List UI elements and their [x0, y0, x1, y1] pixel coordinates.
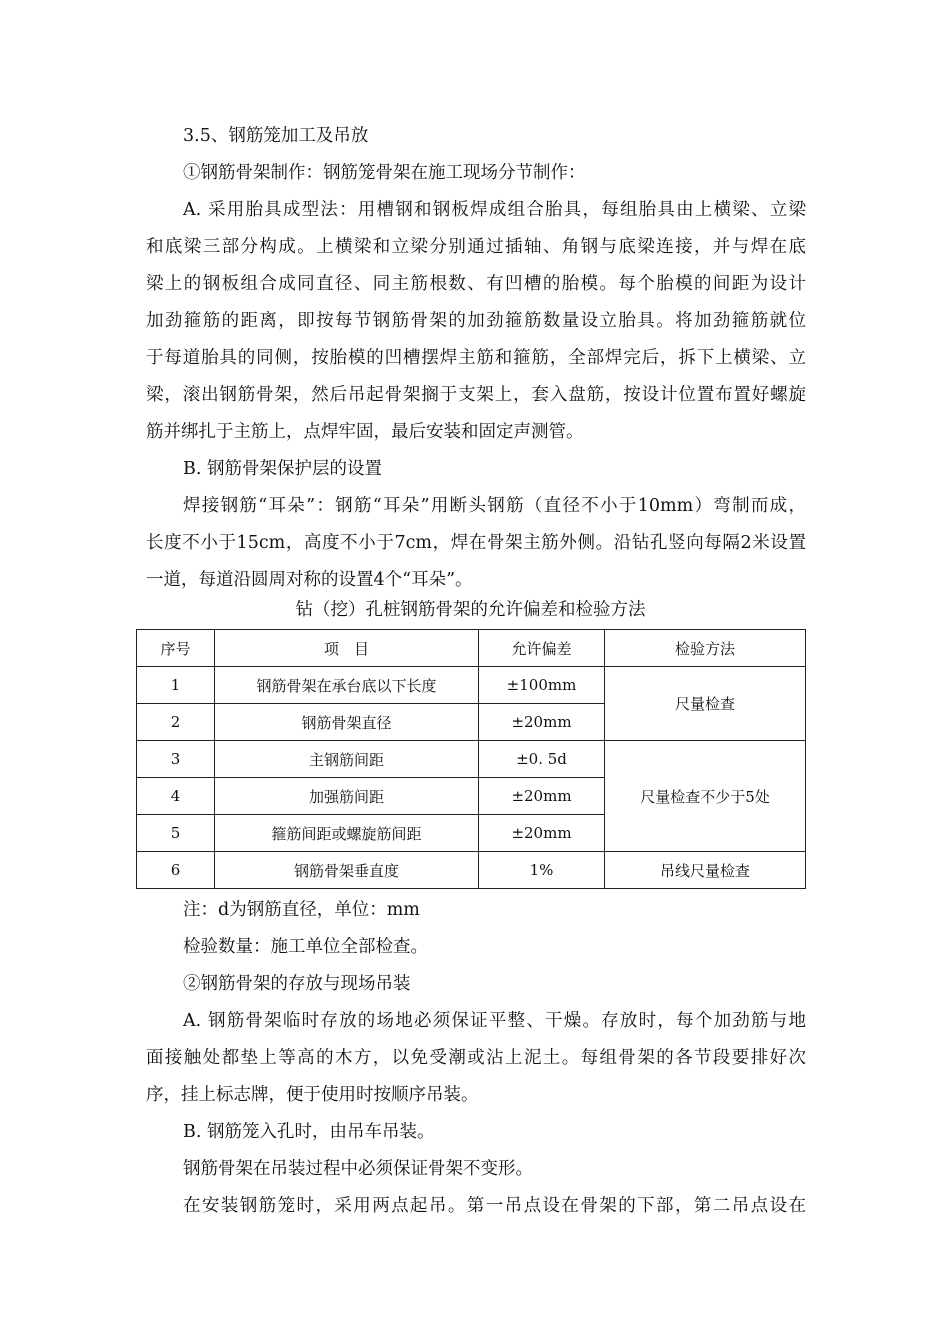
- paragraph-line: A. 钢筋骨架临时存放的场地必须保证平整、干燥。存放时，每个加劲筋与地: [183, 1011, 806, 1031]
- paragraph-line: 梁，滚出钢筋骨架，然后吊起骨架搁于支架上，套入盘筋，按设计位置布置好螺旋: [146, 385, 806, 405]
- table-cell: 1: [137, 667, 215, 704]
- tolerance-table: [136, 629, 806, 889]
- header-cell: 项 目: [215, 630, 479, 667]
- paragraph-line: 梁上的钢板组合成同直径、同主筋根数、有凹槽的胎模。每个胎模的间距为设计: [146, 274, 806, 294]
- table-cell: 2: [137, 704, 215, 741]
- header-cell: 序号: [137, 630, 215, 667]
- table-cell-method: 尺量检查: [605, 667, 806, 741]
- table-row: [137, 667, 806, 704]
- paragraph-line: 序，挂上标志牌，便于使用时按顺序吊装。: [146, 1085, 479, 1105]
- table-row: [137, 741, 806, 778]
- inspection-note: 检验数量：施工单位全部检查。: [183, 937, 428, 957]
- paragraph-line: 一道，每道沿圆周对称的设置4个“耳朵”。: [146, 570, 473, 590]
- table-cell: 4: [137, 778, 215, 815]
- table-cell: ±100mm: [479, 667, 605, 704]
- table-cell: ±20mm: [479, 704, 605, 741]
- table-cell: 1%: [479, 852, 605, 889]
- header-cell: 允许偏差: [479, 630, 605, 667]
- table-cell: 主钢筋间距: [215, 741, 479, 778]
- table-cell: 6: [137, 852, 215, 889]
- subsection-heading: ①钢筋骨架制作：钢筋笼骨架在施工现场分节制作：: [183, 163, 586, 183]
- paragraph-line: 筋并绑扎于主筋上，点焊牢固，最后安装和固定声测管。: [146, 422, 584, 442]
- table-cell-method: 吊线尺量检查: [605, 852, 806, 889]
- table-cell: 钢筋骨架垂直度: [215, 852, 479, 889]
- paragraph-line: 在安装钢筋笼时，采用两点起吊。第一吊点设在骨架的下部，第二吊点设在: [183, 1196, 806, 1216]
- table-header-row: [137, 630, 806, 667]
- table-caption: 钻（挖）孔桩钢筋骨架的允许偏差和检验方法: [295, 600, 646, 620]
- paragraph-line: 加劲箍筋的距离，即按每节钢筋骨架的加劲箍筋数量设立胎具。将加劲箍筋就位: [146, 311, 806, 331]
- table-cell: 加强筋间距: [215, 778, 479, 815]
- paragraph-line: 和底梁三部分构成。上横梁和立梁分别通过插轴、角钢与底梁连接，并与焊在底: [146, 237, 806, 257]
- paragraph-line: 焊接钢筋“耳朵”：钢筋“耳朵”用断头钢筋（直径不小于10mm）弯制而成，: [183, 496, 806, 516]
- table-cell: ±20mm: [479, 815, 605, 852]
- table-cell: 3: [137, 741, 215, 778]
- table-cell: 箍筋间距或螺旋筋间距: [215, 815, 479, 852]
- paragraph-line: A. 采用胎具成型法：用槽钢和钢板焊成组合胎具，每组胎具由上横梁、立梁: [183, 200, 806, 220]
- table-cell: ±0. 5d: [479, 741, 605, 778]
- section-heading: 3.5、钢筋笼加工及吊放: [183, 126, 369, 146]
- paragraph-line: 面接触处都垫上等高的木方，以免受潮或沾上泥土。每组骨架的各节段要排好次: [146, 1048, 806, 1068]
- table-cell: 钢筋骨架在承台底以下长度: [215, 667, 479, 704]
- table-row: [137, 852, 806, 889]
- paragraph-line: 长度不小于15cm，高度不小于7cm，焊在骨架主筋外侧。沿钻孔竖向每隔2米设置: [146, 533, 806, 553]
- header-cell: 检验方法: [605, 630, 806, 667]
- subsection-heading: B. 钢筋骨架保护层的设置: [183, 459, 382, 479]
- table-cell: 钢筋骨架直径: [215, 704, 479, 741]
- paragraph-line: 钢筋骨架在吊装过程中必须保证骨架不变形。: [183, 1159, 533, 1179]
- table-cell: ±20mm: [479, 778, 605, 815]
- paragraph-line: 于每道胎具的同侧，按胎模的凹槽摆焊主筋和箍筋，全部焊完后，拆下上横梁、立: [146, 348, 806, 368]
- subsection-heading: ②钢筋骨架的存放与现场吊装: [183, 974, 411, 994]
- table-note: 注：d为钢筋直径，单位：mm: [183, 900, 420, 920]
- paragraph-line: B. 钢筋笼入孔时，由吊车吊装。: [183, 1122, 435, 1142]
- table-cell-method: 尺量检查不少于5处: [605, 741, 806, 852]
- table-cell: 5: [137, 815, 215, 852]
